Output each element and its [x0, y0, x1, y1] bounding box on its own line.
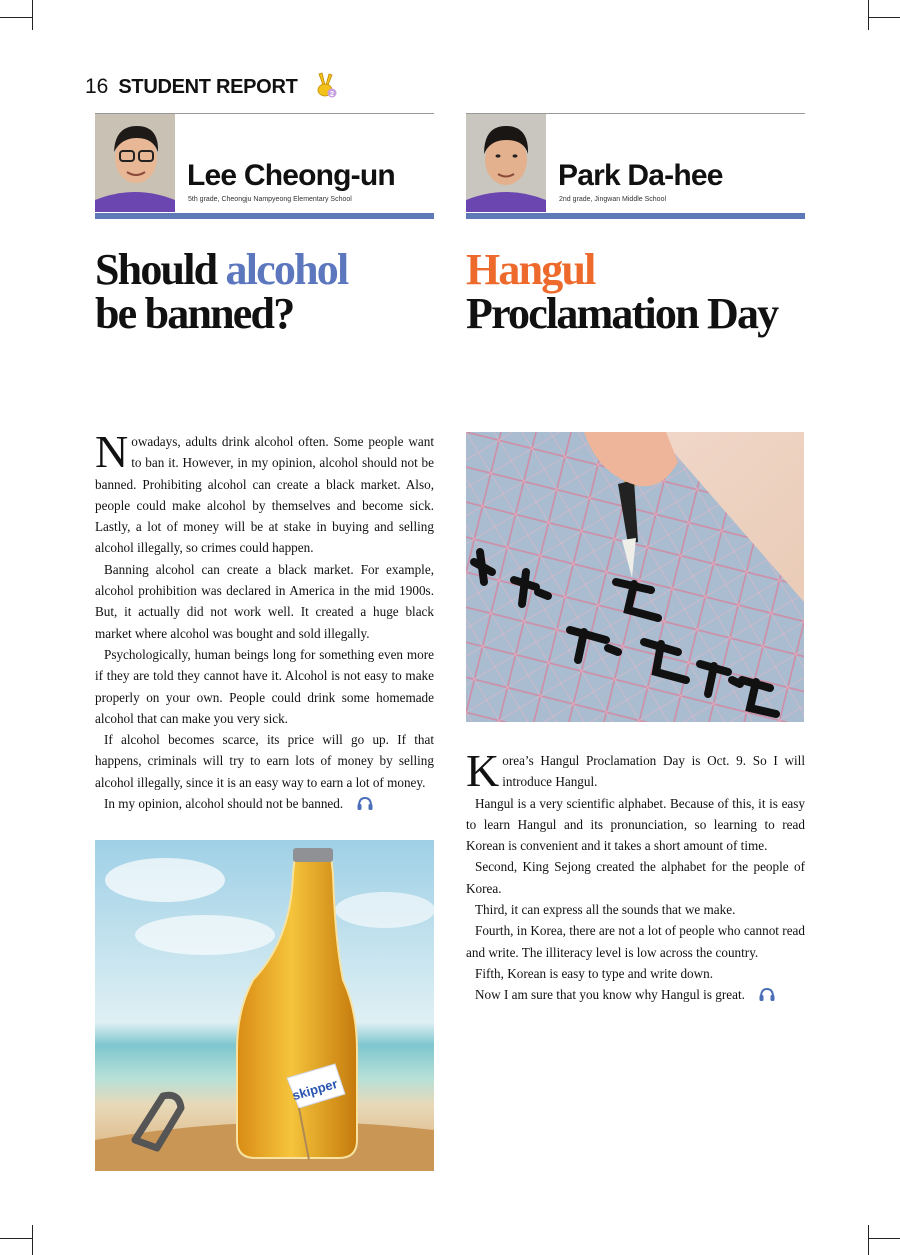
author-name: Lee Cheong-un: [187, 159, 395, 192]
paragraph: Psychologically, human beings long for something even more if they are told they cannot have it. Alcohol is not easy to make properly on your own. People could drink some homemade alcohol that can make you very sick.: [95, 646, 434, 726]
headline-left: [95, 245, 348, 338]
author-bar: [466, 213, 805, 219]
headphones-icon: [347, 795, 374, 817]
paragraph: Hangul is a very scientific alphabet. Because of this, it is easy to learn Hangul and its pronunciation, so learning to read Korean is convenient and it takes a short amount of time.: [466, 795, 805, 854]
crop-mark: [868, 1238, 900, 1239]
author-bar: [95, 213, 434, 219]
bottle-flag-label: skipper: [290, 1075, 340, 1104]
crop-mark: [868, 0, 869, 30]
author-box-park: [466, 113, 805, 219]
drop-cap: N: [95, 426, 129, 477]
author-photo: [95, 114, 175, 212]
paragraph: Nowadays, adults drink alcohol often. Some people want to ban it. However, in my opinion, alcohol should not be banned. Prohibiting alcohol can create a black market. Also, people could make alcohol by themselves and become sick. Lastly, a lot of money will be at stake in buying and selling alcohol illegally, so crimes could happen.: [95, 426, 434, 556]
bottle-photo: [95, 840, 434, 1171]
crop-mark: [0, 17, 32, 18]
drop-cap: K: [466, 745, 500, 796]
paragraph: Fifth, Korean is easy to type and write down.: [475, 965, 714, 981]
page-number: 16: [85, 75, 109, 98]
svg-text:2: 2: [329, 90, 334, 98]
author-photo: [466, 114, 546, 212]
paragraph: Banning alcohol can create a black market. For example, alcohol prohibition was declared in America in the mid 1900s. But, it actually did not work well. It created a huge black market where alcohol was bought and sold illegally.: [95, 561, 434, 641]
crop-mark: [32, 1225, 33, 1255]
crop-mark: [0, 1238, 32, 1239]
headphones-icon: [749, 986, 776, 1008]
crop-mark: [32, 0, 33, 30]
headline-text: Should: [95, 245, 217, 294]
headline-text: Proclamation Day: [466, 289, 778, 338]
paragraph: Third, it can express all the sounds that we make.: [475, 902, 736, 918]
paragraph: Second, King Sejong created the alphabet for the people of Korea.: [466, 859, 805, 896]
headline-right: [466, 245, 778, 338]
page-header: [85, 74, 338, 100]
author-box-lee: [95, 113, 434, 219]
paragraph: Now I am sure that you know why Hangul is great.: [466, 984, 805, 1008]
author-school: 2nd grade, Jingwan Middle School: [559, 196, 667, 203]
paragraph: Fourth, in Korea, there are not a lot of people who cannot read and write. The illiteracy level is low across the country.: [466, 923, 805, 960]
crop-mark: [868, 1225, 869, 1255]
paragraph: If alcohol becomes scarce, its price will go up. If that happens, criminals will try to earn lots of money by selling alcohol illegally, since it is an easy way to earn a lot of money.: [95, 732, 434, 790]
paragraph: In my opinion, alcohol should not be banned.: [95, 793, 434, 817]
section-title: STUDENT REPORT: [118, 75, 298, 98]
headline-text: be banned?: [95, 289, 294, 338]
victory-hand-icon: [312, 71, 338, 104]
crop-mark: [868, 17, 900, 18]
author-school: 5th grade, Cheongju Nampyeong Elementary School: [188, 196, 352, 203]
paragraph: Korea’s Hangul Proclamation Day is Oct. 9. So I will introduce Hangul.: [466, 745, 805, 796]
author-name: Park Da-hee: [558, 159, 723, 192]
headline-highlight: alcohol: [225, 245, 348, 294]
article-body-right: [466, 745, 805, 1009]
article-body-left: [95, 426, 434, 817]
calligraphy-photo: [466, 432, 804, 722]
headline-highlight: Hangul: [466, 245, 595, 294]
